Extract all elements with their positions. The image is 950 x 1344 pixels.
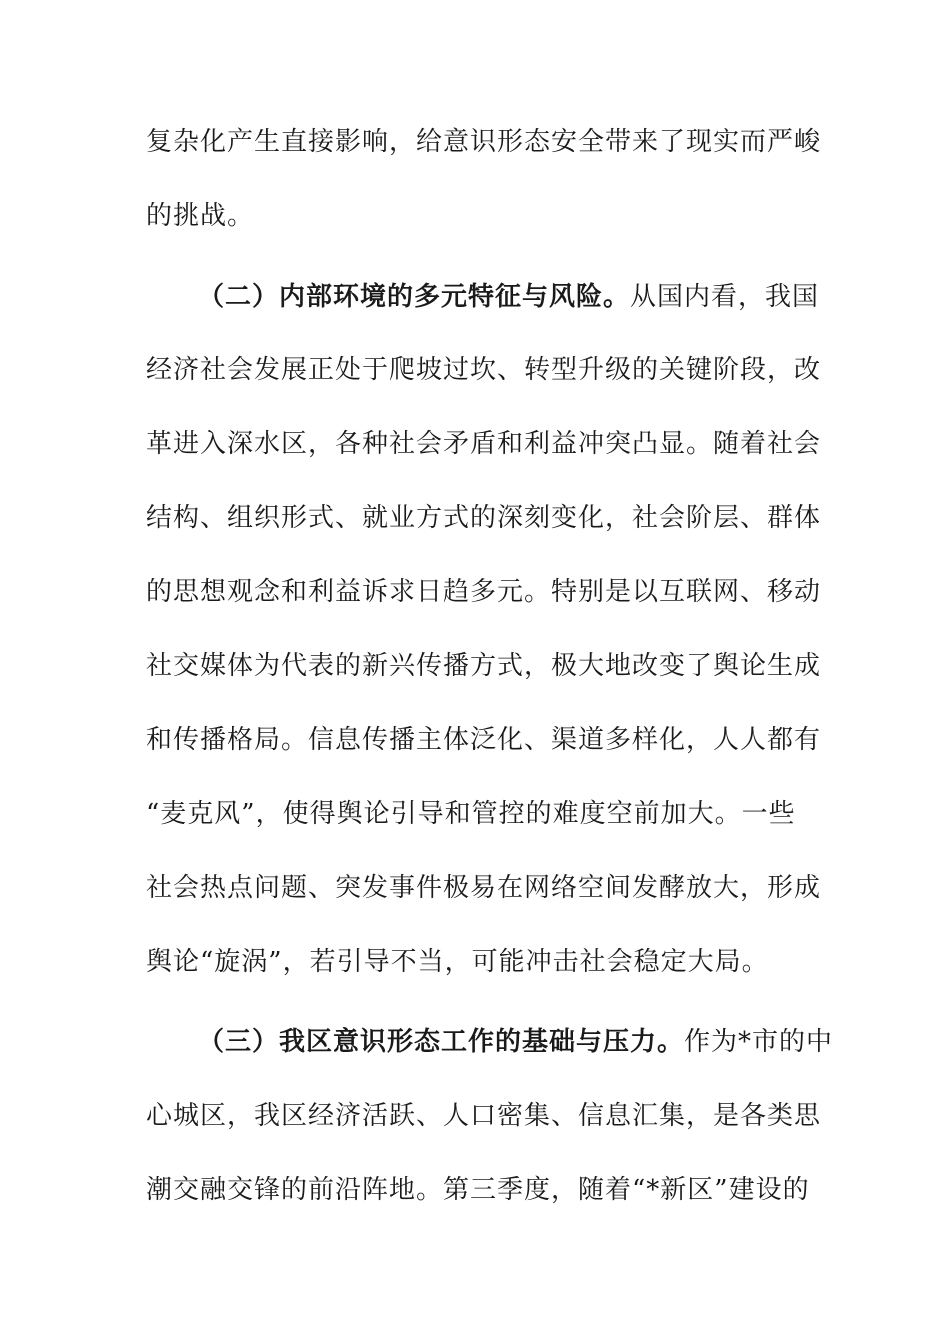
paragraph-3-line-3: 潮交融交锋的前沿阵地。第三季度，随着“*新区”建设的 [146,1175,810,1205]
paragraph-2-line-2: 经济社会发展正处于爬坡过坎、转型升级的关键阶段，改 [146,355,822,385]
paragraph-2-line-10: 舆论“旋涡”，若引导不当，可能冲击社会稳定大局。 [146,947,769,977]
paragraph-1-line-2: 的挑战。 [146,201,255,231]
paragraph-2-line-5: 的思想观念和利益诉求日趋多元。特别是以互联网、移动 [146,577,822,607]
paragraph-2-line-9: 社会热点问题、突发事件极易在网络空间发酵放大，形成 [146,873,822,903]
paragraph-3-line-2: 心城区，我区经济活跃、人口密集、信息汇集，是各类思 [146,1101,822,1131]
paragraph-2-line-4: 结构、组织形式、就业方式的深刻变化，社会阶层、群体 [146,503,822,533]
paragraph-2-line-7: 和传播格局。信息传播主体泛化、渠道多样化，人人都有 [146,725,822,755]
paragraph-3-heading: （三）我区意识形态工作的基础与压力。 [198,1027,685,1057]
paragraph-2-first-line [198,277,820,317]
paragraph-1-line-1: 复杂化产生直接影响，给意识形态安全带来了现实而严峻 [146,127,822,157]
paragraph-2-line-8: “麦克风”，使得舆论引导和管控的难度空前加大。一些 [146,799,796,829]
paragraph-2-heading: （二）内部环境的多元特征与风险。 [198,282,631,312]
paragraph-2-line-3: 革进入深水区，各种社会矛盾和利益冲突凸显。随着社会 [146,429,822,459]
paragraph-3-first-line-text: 作为*市的中 [684,1027,834,1057]
paragraph-3-first-line [198,1022,834,1062]
paragraph-2-line-6: 社交媒体为代表的新兴传播方式，极大地改变了舆论生成 [146,651,822,681]
paragraph-2-first-line-text: 从国内看，我国 [630,282,820,312]
